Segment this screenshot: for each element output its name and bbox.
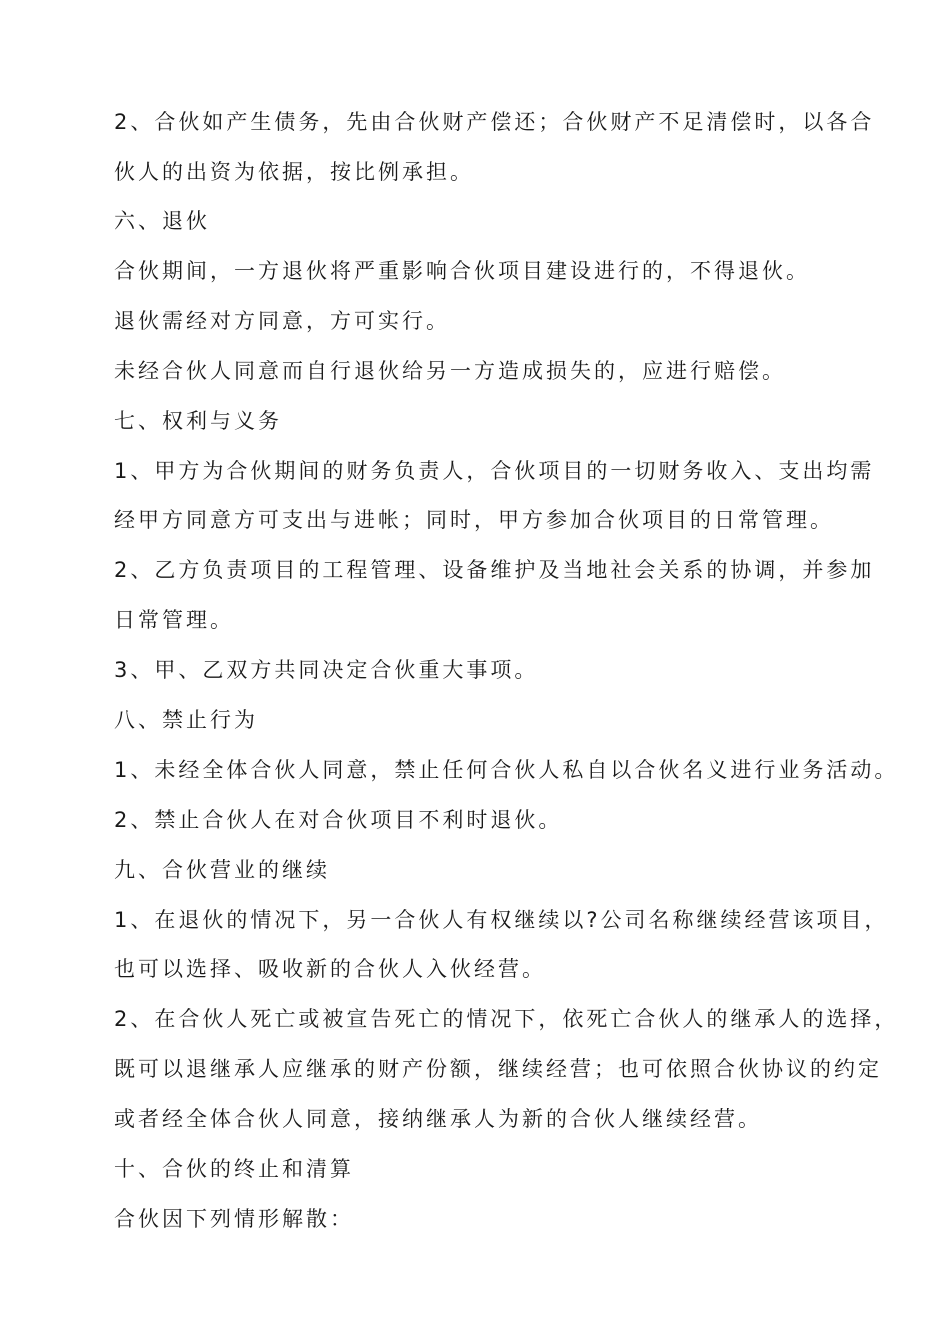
text-line: 1、在退伙的情况下，另一合伙人有权继续以?公司名称继续经营该项目， xyxy=(114,908,889,932)
text-line: 经甲方同意方可支出与进帐；同时，甲方参加合伙项目的日常管理。 xyxy=(114,508,834,532)
text-line: 2、乙方负责项目的工程管理、设备维护及当地社会关系的协调，并参加 xyxy=(114,558,875,582)
text-line: 2、禁止合伙人在对合伙项目不利时退伙。 xyxy=(114,808,563,832)
text-line: 也可以选择、吸收新的合伙人入伙经营。 xyxy=(114,957,546,981)
text-line: 合伙因下列情形解散： xyxy=(114,1207,354,1231)
section-heading: 十、合伙的终止和清算 xyxy=(114,1157,354,1181)
section-heading: 七、权利与义务 xyxy=(114,409,282,433)
text-line: 既可以退继承人应继承的财产份额，继续经营；也可依照合伙协议的约定 xyxy=(114,1057,882,1081)
text-line: 日常管理。 xyxy=(114,608,234,632)
section-heading: 九、合伙营业的继续 xyxy=(114,858,330,882)
section-heading: 六、退伙 xyxy=(114,209,210,233)
text-line: 2、合伙如产生债务，先由合伙财产偿还；合伙财产不足清偿时，以各合 xyxy=(114,110,875,134)
text-line: 3、甲、乙双方共同决定合伙重大事项。 xyxy=(114,658,539,682)
text-line: 或者经全体合伙人同意，接纳继承人为新的合伙人继续经营。 xyxy=(114,1107,762,1131)
text-line: 伙人的出资为依据，按比例承担。 xyxy=(114,160,474,184)
text-line: 未经合伙人同意而自行退伙给另一方造成损失的，应进行赔偿。 xyxy=(114,359,786,383)
text-line: 2、在合伙人死亡或被宣告死亡的情况下，依死亡合伙人的继承人的选择， xyxy=(114,1007,899,1031)
text-line: 1、未经全体合伙人同意，禁止任何合伙人私自以合伙名义进行业务活动。 xyxy=(114,758,899,782)
section-heading: 八、禁止行为 xyxy=(114,708,258,732)
text-line: 合伙期间，一方退伙将严重影响合伙项目建设进行的，不得退伙。 xyxy=(114,259,810,283)
text-line: 1、甲方为合伙期间的财务负责人，合伙项目的一切财务收入、支出均需 xyxy=(114,459,875,483)
text-line: 退伙需经对方同意，方可实行。 xyxy=(114,309,450,333)
